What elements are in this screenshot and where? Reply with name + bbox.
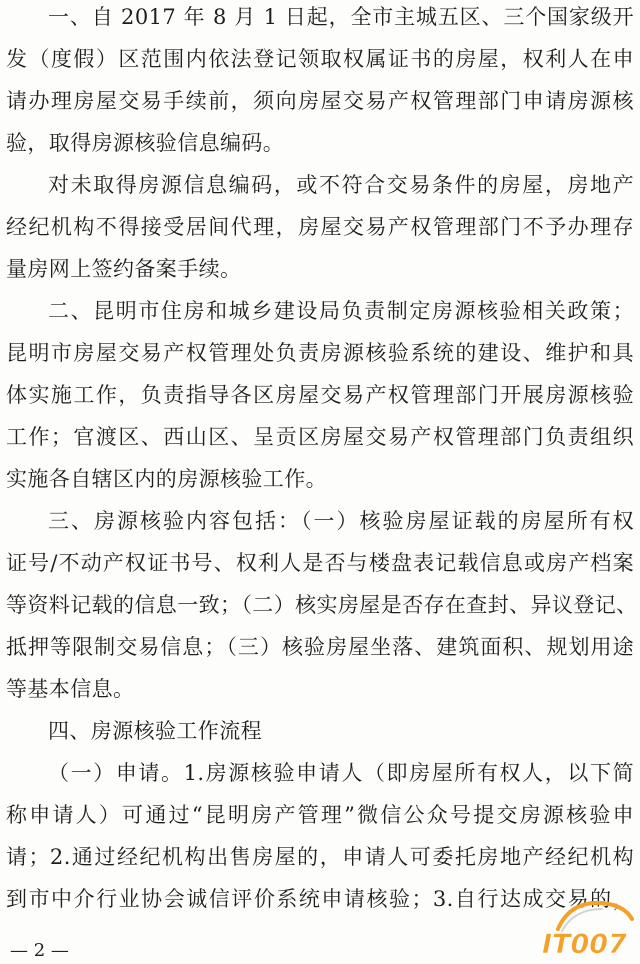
text-line: 一、自 2017 年 8 月 1 日起，全市主城五区、三个国家级开: [48, 5, 634, 29]
text-line: 体实施工作，负责指导各区房屋交易产权管理部门开展房源核验: [6, 383, 634, 407]
text-line: 三、房源核验内容包括：（一）核验房屋证载的房屋所有权: [48, 509, 634, 533]
text-line: 工作；官渡区、西山区、呈贡区房屋交易产权管理部门负责组织: [6, 425, 634, 449]
text-line: 称申请人）可通过“昆明房产管理”微信公众号提交房源核验申: [6, 803, 634, 827]
text-line: 二、昆明市住房和城乡建设局负责制定房源核验相关政策；: [48, 299, 634, 323]
text-line: 发（度假）区范围内依法登记领取权属证书的房屋，权利人在申: [6, 47, 634, 71]
it007-watermark-logo: [540, 895, 638, 961]
text-line: 请办理房屋交易手续前，须向房屋交易产权管理部门申请房源核: [6, 89, 634, 113]
text-line: 证号/不动产权证书号、权利人是否与楼盘表记载信息或房产档案: [6, 551, 634, 575]
text-line: 量房网上签约备案手续。: [6, 257, 242, 281]
text-line: 实施各自辖区内的房源核验工作。: [6, 467, 327, 491]
text-line: 对未取得房源信息编码，或不符合交易条件的房屋，房地产: [48, 173, 634, 197]
text-line: 验，取得房源核验信息编码。: [6, 131, 285, 155]
watermark-text: IT007: [542, 929, 627, 960]
text-line: 请；2.通过经纪机构出售房屋的，申请人可委托房地产经纪机构: [6, 845, 634, 869]
section-heading: 四、房源核验工作流程: [48, 719, 262, 743]
text-line: （一）申请。1.房源核验申请人（即房屋所有权人，以下简: [48, 761, 634, 785]
text-line: 经纪机构不得接受居间代理，房屋交易产权管理部门不予办理存: [6, 215, 634, 239]
text-line: 抵押等限制交易信息；（三）核验房屋坐落、建筑面积、规划用途: [6, 635, 634, 659]
watermark-arc: [558, 903, 632, 929]
text-line: 到市中介行业协会诚信评价系统申请核验；3.自行达成交易的，: [6, 887, 634, 911]
text-line: 等基本信息。: [6, 677, 135, 701]
page-number: — 2 —: [10, 940, 69, 961]
text-line: 昆明市房屋交易产权管理处负责房源核验系统的建设、维护和具: [6, 341, 634, 365]
text-line: 等资料记载的信息一致；（二）核实房屋是否存在查封、异议登记、: [6, 593, 638, 617]
